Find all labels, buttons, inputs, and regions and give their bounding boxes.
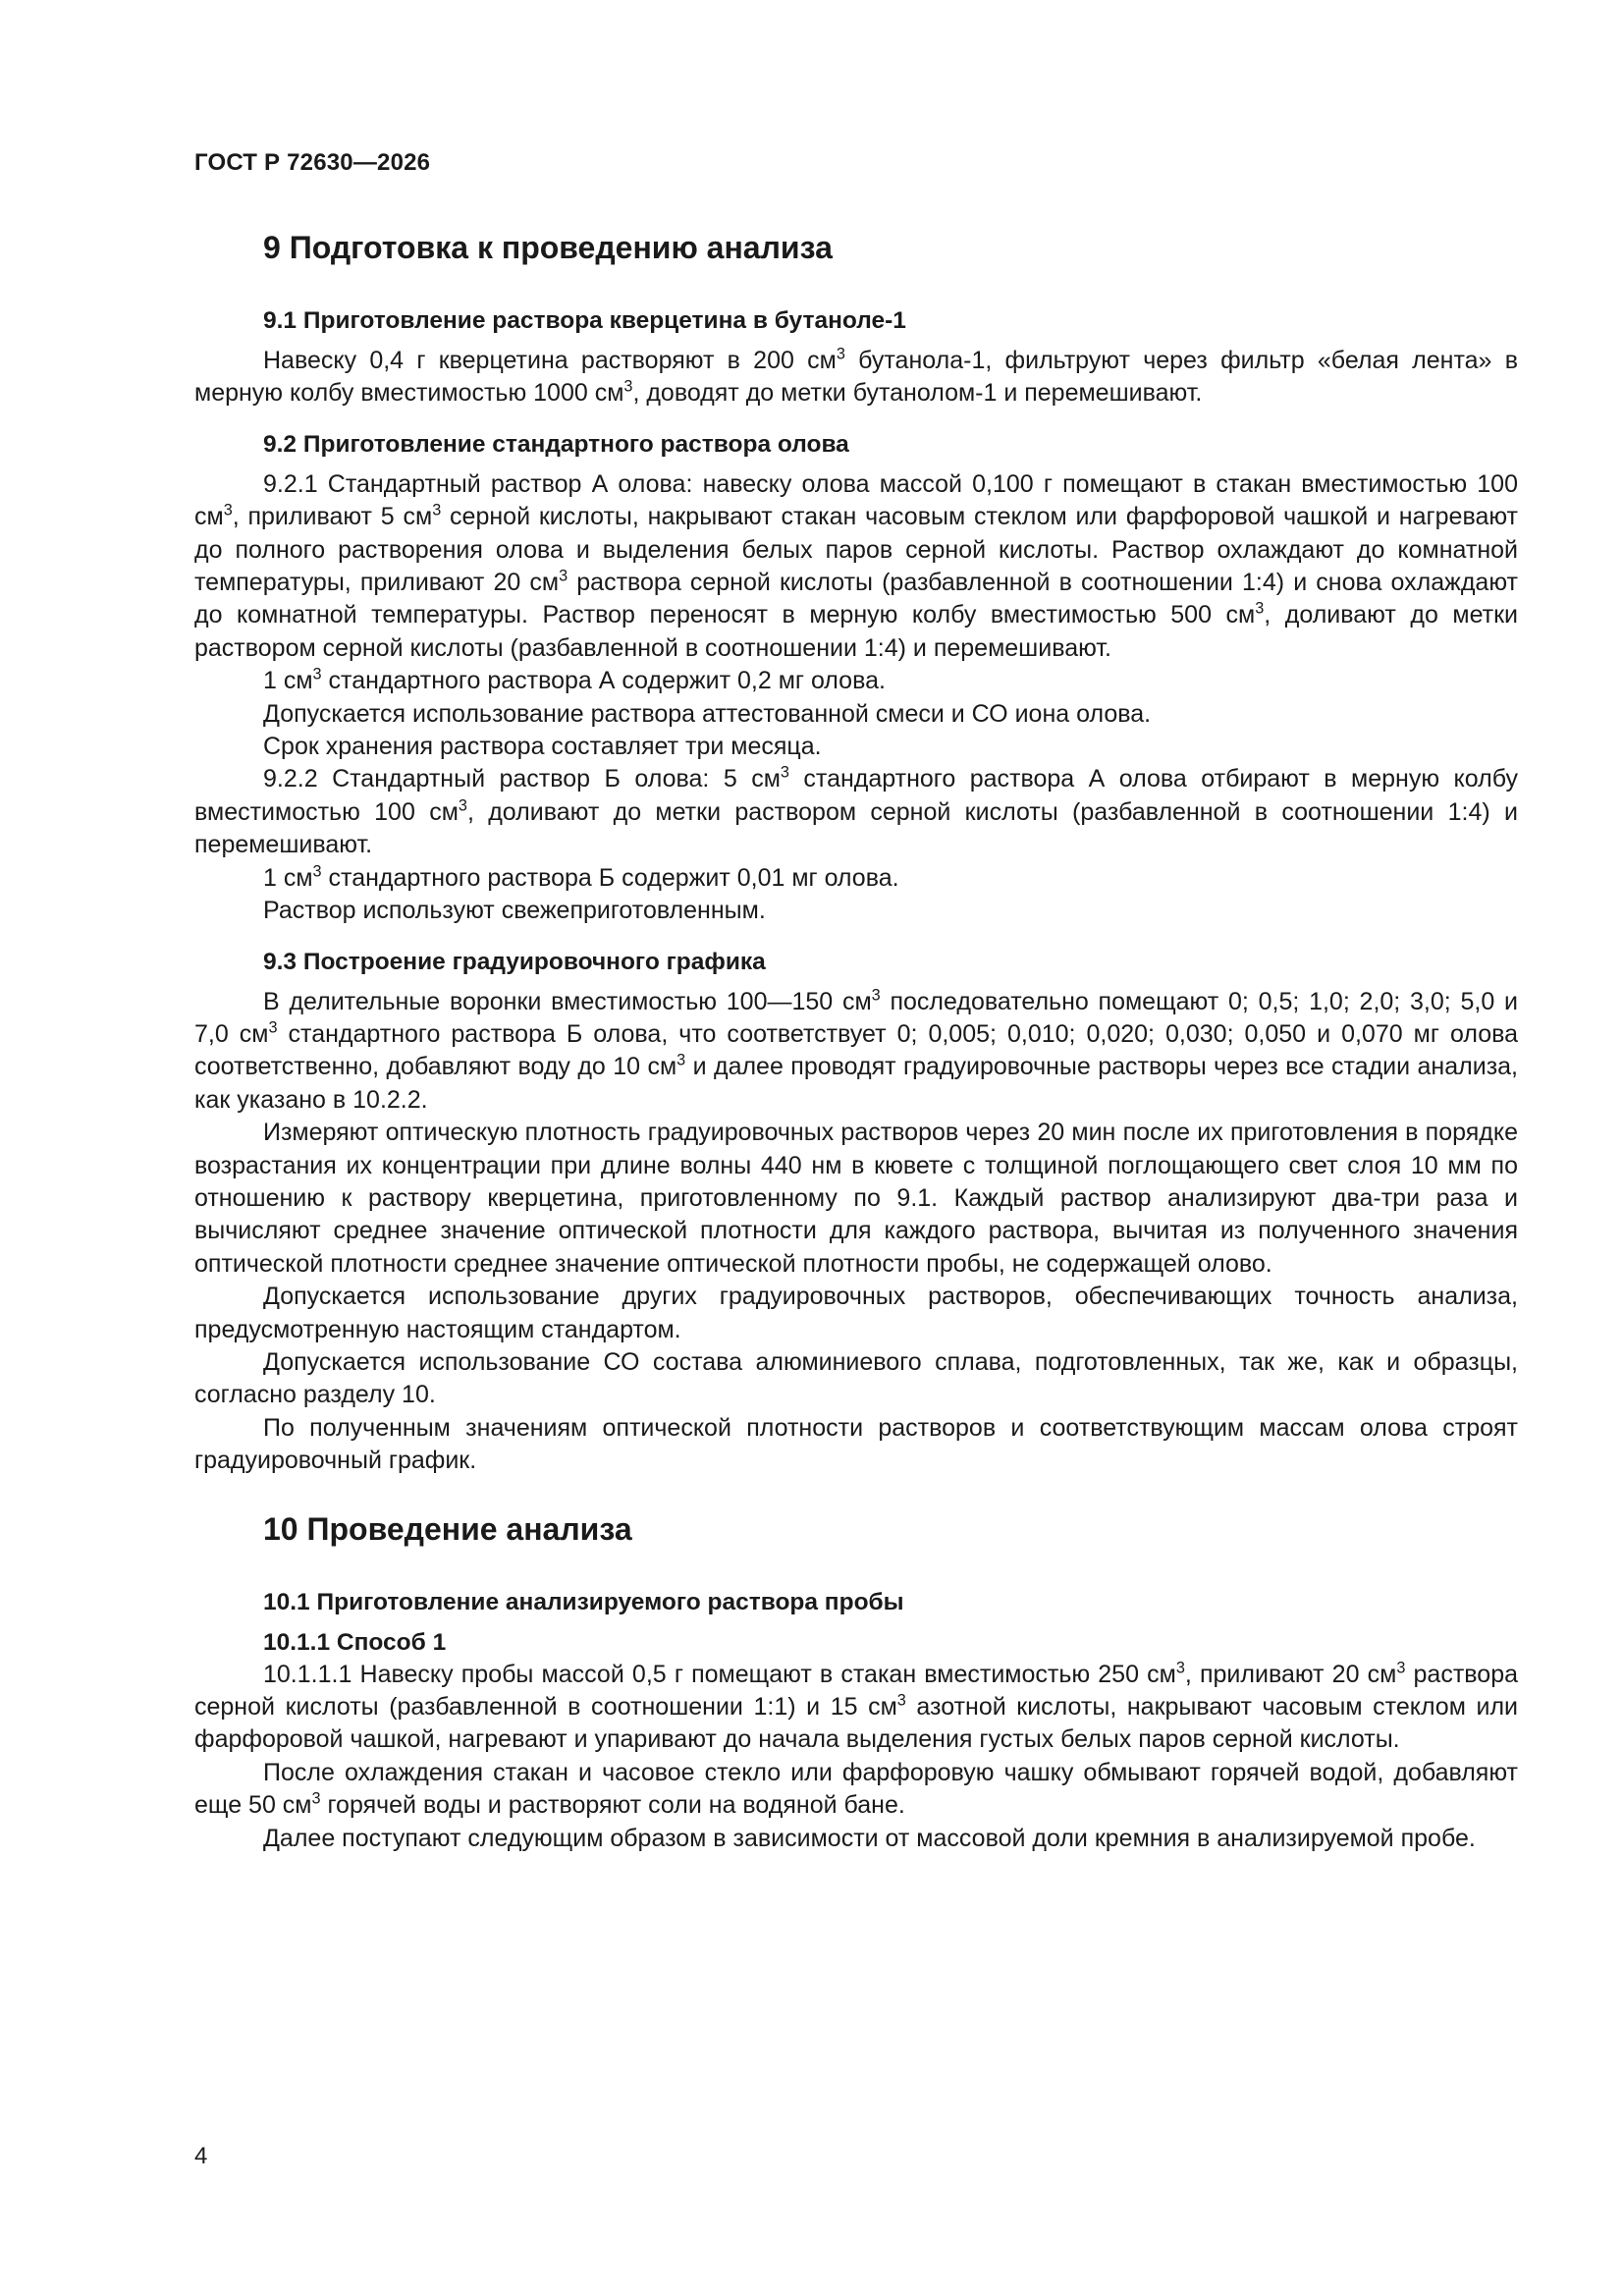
- section-9-1-title: 9.1 Приготовление раствора кверцетина в бутаноле-1: [263, 307, 906, 334]
- document-header: ГОСТ Р 72630—2026: [194, 149, 431, 176]
- paragraph-9-2-1-allowed: Допускается использование раствора аттестованной смеси и СО иона олова.: [263, 699, 1152, 728]
- paragraph-10-1-1-2: После охлаждения стакан и часовое стекло или фарфоровую чашку обмывают горячей водой, добавляют еще 50 $см^3$ горячей воды и растворяют соли на водяной бане.: [194, 1758, 1518, 1820]
- paragraph-9-3-2: Измеряют оптическую плотность градуировочных растворов через 20 мин после их приготовления в порядке возрастания их концентрации при длине волны 440 нм в кювете с толщиной поглощающего свет слоя 10 мм по отношению к раствору кверцетина, приготовленному по 9.1. Каждый раствор анализируют два-три раза и вычисляют среднее значение оптической плотности для каждого раствора, вычитая из полученного значения оптической плотности среднее значение оптической плотности пробы, не содержащей олово.: [194, 1119, 1518, 1278]
- section-9-3-title: 9.3 Построение градуировочного графика: [263, 948, 766, 975]
- paragraph-9-3-1: В делительные воронки вместимостью 100—150 $см^3$ последовательно помещают 0; 0,5; 1,0; 2,0; 3,0; 5,0 и 7,0 $см^3$ стандартного раствора Б олова, что соответствует 0; 0,005; 0,010; 0,020; 0,030; 0,050 и 0,070 мг олова соответственно, добавляют воду до 10 $см^3$ и далее проводят градуировочные растворы через все стадии анализа, как указано в 10.2.2.: [194, 985, 1519, 1114]
- paragraph-10-1-1-3: Далее поступают следующим образом в зависимости от массовой доли кремния в анализируемой пробе.: [263, 1824, 1476, 1852]
- paragraph-9-2-1: 9.2.1 Стандартный раствор А олова: навеску олова массой 0,100 г помещают в стакан вместимостью 100 $см^3$, приливают 5 $см^3$ серной кислоты, накрывают стакан часовым стеклом или фарфоровой чашкой и нагревают до полного растворения олова и выделения белых паров серной кислоты. Раствор охлаждают до комнатной температуры, приливают 20 $см^3$ раствора серной кислоты (разбавленной в соотношении 1:4) и снова охлаждают до комнатной температуры. Раствор переносят в мерную колбу вместимостью 500 $см^3$, доливают до метки раствором серной кислоты (разбавленной в соотношении 1:4) и перемешивают.: [194, 469, 1519, 662]
- section-9-2-title: 9.2 Приготовление стандартного раствора олова: [263, 430, 849, 458]
- section-10-title: 10 Проведение анализа: [263, 1510, 632, 1547]
- paragraph-9-3-4: Допускается использование СО состава алюминиевого сплава, подготовленных, так же, как и образцы, согласно разделу 10.: [194, 1347, 1518, 1409]
- paragraph-9-2-2-content: 1 $см^3$ стандартного раствора Б содержит 0,01 мг олова.: [263, 861, 899, 892]
- section-10-1-1-title: 10.1.1 Способ 1: [263, 1628, 447, 1656]
- paragraph-10-1-1-1: 10.1.1.1 Навеску пробы массой 0,5 г помещают в стакан вместимостью 250 $см^3$, приливают 20 $см^3$ раствора серной кислоты (разбавленной в соотношении 1:1) и 15 $см^3$ азотной кислоты, накрывают часовым стеклом или фарфоровой чашкой, нагревают и упаривают до начала выделения густых белых паров серной кислоты.: [194, 1658, 1519, 1754]
- paragraph-9-3-5: По полученным значениям оптической плотности растворов и соответствующим массам олова строят градуировочный график.: [194, 1413, 1518, 1475]
- section-10-1-title: 10.1 Приготовление анализируемого раствора пробы: [263, 1588, 904, 1615]
- paragraph-9-2-1-content: 1 $см^3$ стандартного раствора А содержит 0,2 мг олова.: [263, 665, 886, 695]
- paragraph-9-3-3: Допускается использование других градуировочных растворов, обеспечивающих точность анализа, предусмотренную настоящим стандартом.: [194, 1283, 1518, 1343]
- paragraph-9-2-2-fresh: Раствор используют свежеприготовленным.: [263, 897, 766, 925]
- page-content: [194, 218, 1518, 1855]
- page-number: 4: [194, 2143, 208, 2169]
- paragraph-9-1: Навеску 0,4 г кверцетина растворяют в 200 $см^3$ бутанола-1, фильтруют через фильтр «белая лента» в мерную колбу вместимостью 1000 $см^3$, доводят до метки бутанолом-1 и перемешивают.: [194, 345, 1518, 408]
- paragraph-9-2-1-storage: Срок хранения раствора составляет три месяца.: [263, 733, 822, 761]
- section-9-title: 9 Подготовка к проведению анализа: [263, 230, 833, 265]
- paragraph-9-2-2: 9.2.2 Стандартный раствор Б олова: 5 $см^3$ стандартного раствора А олова отбирают в мерную колбу вместимостью 100 $см^3$, доливают до метки раствором серной кислоты (разбавленной в соотношении 1:4) и перемешивают.: [194, 763, 1518, 859]
